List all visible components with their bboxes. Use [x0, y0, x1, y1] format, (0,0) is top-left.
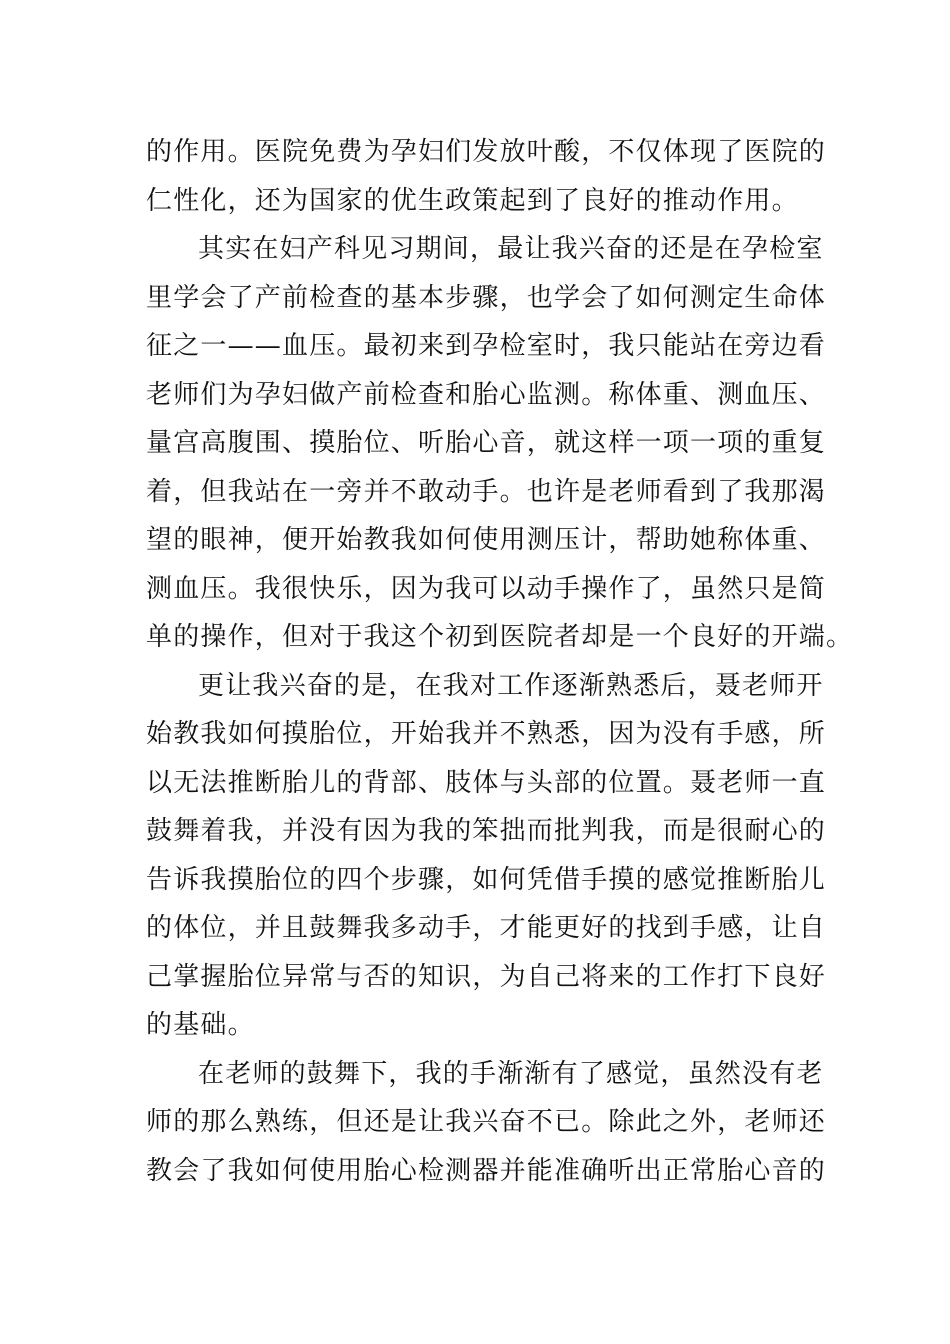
body-text: [146, 128, 854, 1195]
paragraph-start-line: 在老师的鼓舞下，我的手渐渐有了感觉，虽然没有老: [198, 1058, 824, 1089]
text-line: 告诉我摸胎位的四个步骤，如何凭借手摸的感觉推断胎儿: [146, 864, 827, 895]
text-line: 始教我如何摸胎位，开始我并不熟悉，因为没有手感，所: [146, 719, 827, 749]
text-line: 己掌握胎位异常与否的知识，为自己将来的工作打下良好: [146, 961, 827, 992]
text-line: 鼓舞着我，并没有因为我的笨拙而批判我，而是很耐心的: [146, 816, 827, 846]
text-line: 以无法推断胎儿的背部、肢体与头部的位置。聂老师一直: [146, 767, 827, 798]
text-line: 望的眼神，便开始教我如何使用测压计，帮助她称体重、: [146, 525, 827, 555]
text-line: 教会了我如何使用胎心检测器并能准确听出正常胎心音的: [146, 1155, 827, 1186]
text-line: 的基础。: [146, 1010, 255, 1040]
text-line: 的体位，并且鼓舞我多动手，才能更好的找到手感，让自: [146, 913, 827, 943]
text-line: 师的那么熟练，但还是让我兴奋不已。除此之外，老师还: [146, 1107, 827, 1137]
text-line: 仁性化，还为国家的优生政策起到了良好的推动作用。: [146, 185, 799, 216]
text-line: 的作用。医院免费为孕妇们发放叶酸，不仅体现了医院的: [146, 137, 827, 167]
paragraph-start-line: 其实在妇产科见习期间，最让我兴奋的还是在孕检室: [198, 234, 824, 264]
paragraph-start-line: 更让我兴奋的是，在我对工作逐渐熟悉后，聂老师开: [198, 670, 824, 701]
text-line: 里学会了产前检查的基本步骤，也学会了如何测定生命体: [146, 282, 827, 313]
text-line: 单的操作，但对于我这个初到医院者却是一个良好的开端。: [146, 622, 854, 652]
text-line: 量宫高腹围、摸胎位、听胎心音，就这样一项一项的重复: [146, 428, 827, 458]
text-line: 测血压。我很快乐，因为我可以动手操作了，虽然只是简: [146, 573, 827, 604]
text-line: 老师们为孕妇做产前检查和胎心监测。称体重、测血压、: [146, 379, 827, 410]
text-line: 征之一——血压。最初来到孕检室时，我只能站在旁边看: [146, 331, 827, 361]
text-line: 着，但我站在一旁并不敢动手。也许是老师看到了我那渴: [146, 476, 827, 507]
